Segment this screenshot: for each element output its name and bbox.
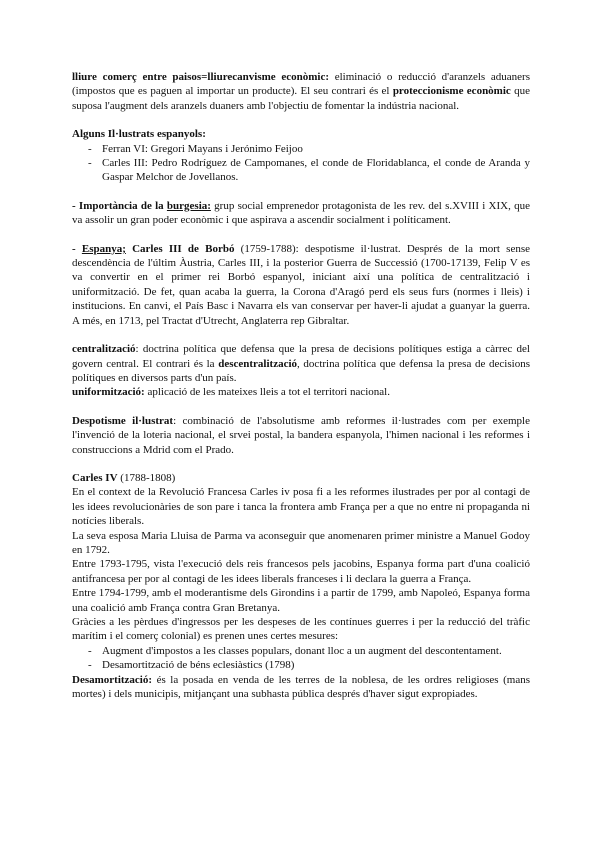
list-item: - Augment d'impostos a les classes populars, donant lloc a un augment del descontentament. [72,644,530,658]
illustrats-list [72,142,530,185]
paragraph-burgesia [72,199,530,228]
list-item: - Carles III: Pedro Rodríguez de Campomanes, el conde de Floridablanca, el conde de Aranda y Gaspar Melchor de Jovellanos. [72,156,530,185]
proteccionisme-text: que suposa l'augment dels aranzels duaners amb l'objectiu de fomentar la indústria nacional. [72,85,530,112]
burgesia-prefix: - Importància de la [72,199,167,212]
term-despotisme: Despotisme il·lustrat [72,414,174,427]
carles3-title: Carles III de Borbó [125,242,235,255]
lliurecanvisme-text: eliminació o reducció d'aranzels aduaners (impostos que es paguen al importar un producte). El seu contrari és el [72,71,530,98]
term-descentralitzacio: descentralització [218,357,298,370]
carles4-heading: Carles IV (1788-1808) [72,471,176,484]
term-burgesia: burgesia: [166,199,211,212]
carles3-text: (1759-1788): despotisme il·lustrat. Després de la mort sense descendència de l'últim Àustria, Carles III, i la posterior Guerra de Successió (1700-17139, Felip V es va convertir en el primer rei Borbó espanyol, iniciant així una política de centralització i uniformització. De fet, quan acaba la guerra, la Corona d'Aragó perd els seus furs (normes i lleis) i institucions. En canvi, el País Basc i Navarra els van conservar per haver-li ajudat a guanyar la guerra. A més, en 1713, pel Tractat d'Utrecht, Anglaterra rep Gibraltar. [72,242,530,327]
term-uniformitzacio: uniformització: [72,386,145,399]
carles4-paragraph: Gràcies a les pèrdues d'ingressos per les despeses de les contínues guerres i per la reducció del tràfic marítim i el comerç colonial) es prenen unes certes mesures: [72,616,530,643]
carles4-paragraph: En el context de la Revolució Francesa Carles iv posa fi a les reformes ilustrades per por al contagi de les idees revolucionàries de son pare i tanca la frontera amb França per a que no entre ni propaganda ni notícies liberals. [72,486,530,528]
term-lliure-comerc: lliure comerç entre paisos=lliurecanvisme econòmic: [72,71,330,83]
carles4-paragraph: Entre 1793-1795, vista l'execució dels reis francesos pels jacobins, Espanya forma part d'una coalició antifrancesa per por al contagi de les idees liberals franceses i li declara la guerra a França. [72,558,530,585]
section-carles-iv [72,471,530,702]
section-illustrats [72,127,530,185]
carles3-prefix: - [72,242,82,255]
label-espanya: Espanya; [81,242,126,255]
illustrats-heading: Alguns Il·lustrats espanyols: [72,128,206,141]
carles4-paragraph: La seva esposa Maria Lluisa de Parma va aconseguir que anomenaren primer ministre a Manuel Godoy en 1792. [72,529,530,556]
term-proteccionisme: proteccionisme econòmic [392,85,511,98]
list-item: - Desamortització de béns eclesiàstics (1798) [72,658,530,672]
section-definitions [72,342,530,400]
term-desamortitzacio: Desamortització: [72,673,153,686]
paragraph-despotisme: Despotisme il·lustrat: combinació de l'absolutisme amb reformes il·lustrades com per exemple l'invenció de la loteria nacional, el srvei postal, la bandera espanyola, l'himen nacional i les reformes i construccions a Mdrid com el Prado. [72,414,530,456]
paragraph-desamortitzacio: Desamortització: és la posada en venda de les terres de la noblesa, de les ordres religioses (mans mortes) i dels municipis, mitjançant una subhasta pública després d'haver sigut expropiades. [72,673,530,701]
paragraph-lliurecanvisme [72,70,530,113]
measures-list [72,644,530,673]
term-centralitzacio: centralització [72,343,136,356]
paragraph-carles-iii [72,242,530,328]
paragraph-centralitzacio: centralització: doctrina política que defensa que la presa de decisions polítiques estiga a càrrec del govern central. El contrari és la descentralització, doctrina política que defensa la presa de decisions polítiques en diversos parts d'un país. [72,343,530,384]
list-item: - Ferran VI: Gregori Mayans i Jerónimo Feijoo [72,142,530,156]
carles4-paragraph: Entre 1794-1799, amb el moderantisme dels Girondins i a partir de 1799, amb Napoleó, Espanya forma una coalició amb França contra Gran Bretanya. [72,587,530,614]
burgesia-text: grup social emprenedor protagonista de les rev. del s.XVIII i XIX, que va assolir un gran poder econòmic i que aspirava a ascendir socialment i políticament. [72,199,530,227]
paragraph-uniformitzacio: uniformització: aplicació de les mateixes lleis a tot el territori nacional. [72,386,390,399]
